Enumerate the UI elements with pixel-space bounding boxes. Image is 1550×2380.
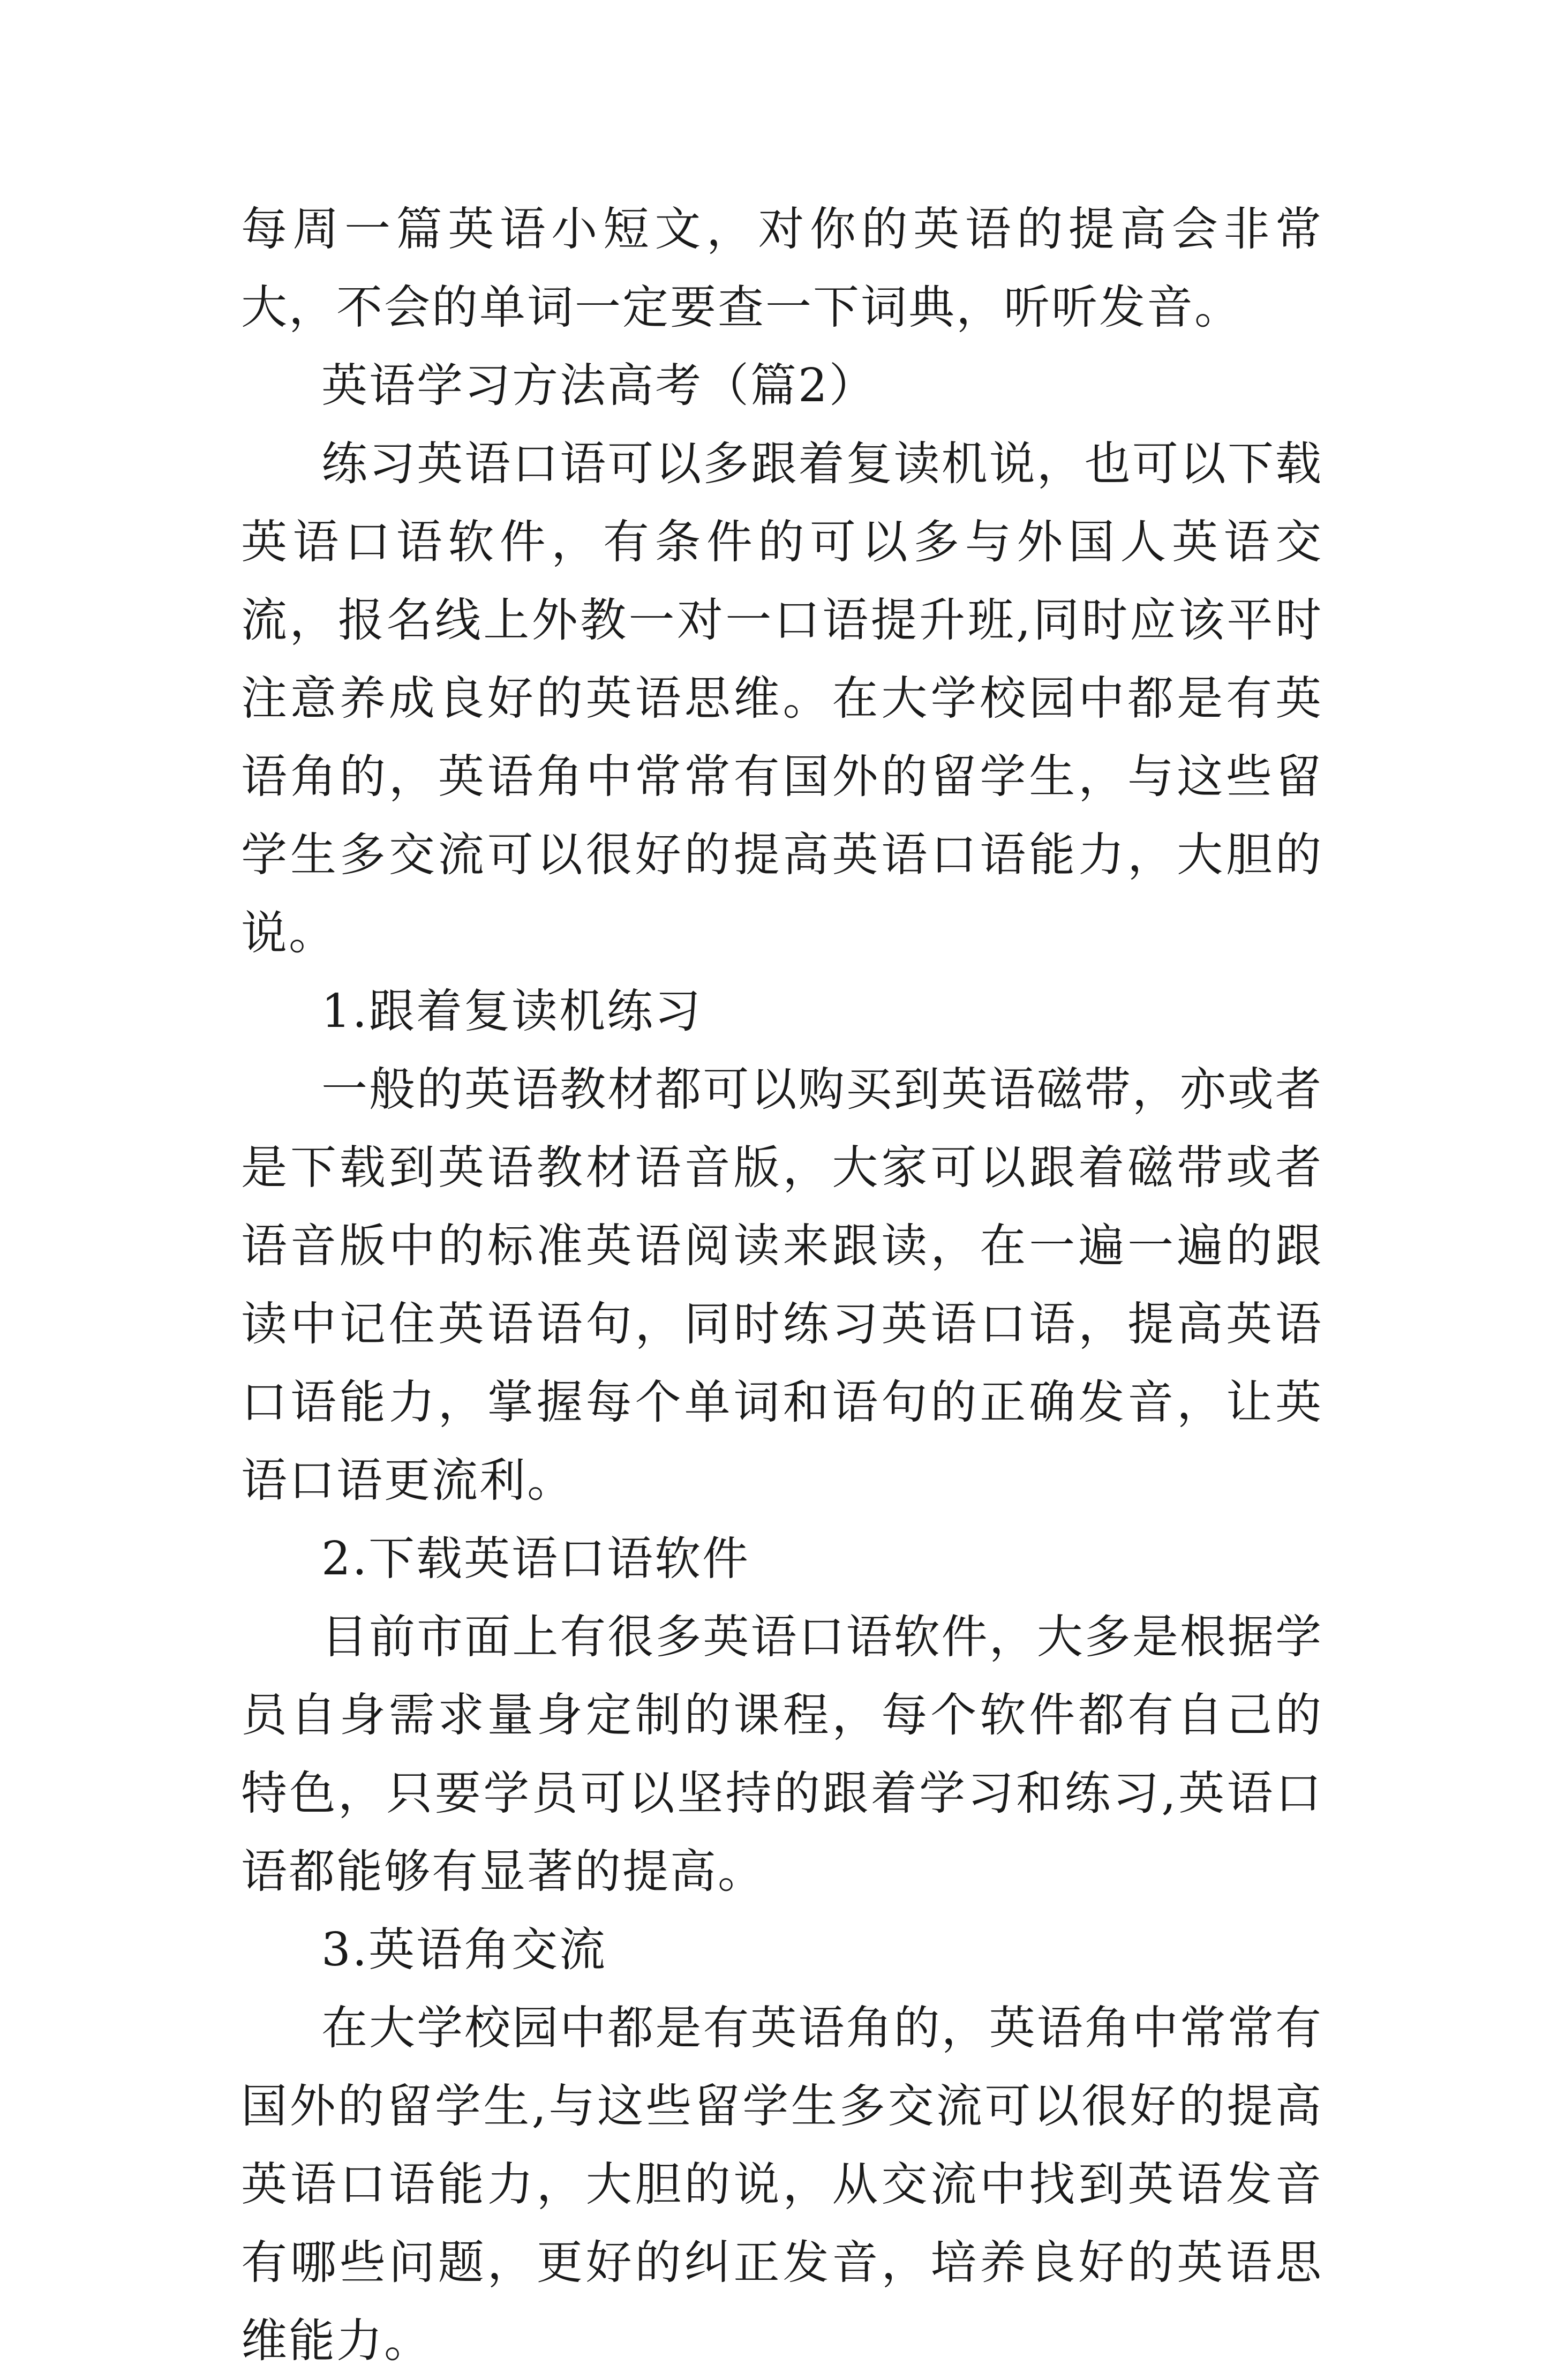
paragraph-5: 在大学校园中都是有英语角的，英语角中常常有国外的留学生,与这些留学生多交流可以很好的提高英语口语能力，大胆的说，从交流中找到英语发音有哪些问题，更好的纠正发音，培养良好的英语思维能力。 — [241, 2001, 1323, 2368]
section-heading-2: 英语学习方法高考（篇2） — [321, 359, 877, 412]
paragraph-4: 目前市面上有很多英语口语软件，大多是根据学员自身需求量身定制的课程，每个软件都有自己的特色，只要学员可以坚持的跟着学习和练习,英语口语都能够有显著的提高。 — [241, 1610, 1323, 1898]
paragraph-2: 练习英语口语可以多跟着复读机说，也可以下载英语口语软件，有条件的可以多与外国人英语交流，报名线上外教一对一口语提升班,同时应该平时注意养成良好的英语思维。在大学校园中都是有英语角的，英语角中常常有国外的留学生，与这些留学生多交流可以很好的提高英语口语能力，大胆的说。 — [241, 437, 1323, 960]
subheading-2: 2.下载英语口语软件 — [321, 1532, 750, 1586]
document-body — [241, 190, 1323, 2380]
subheading-1: 1.跟着复读机练习 — [321, 985, 703, 1038]
paragraph-3: 一般的英语教材都可以购买到英语磁带，亦或者是下载到英语教材语音版，大家可以跟着磁带或者语音版中的标准英语阅读来跟读，在一遍一遍的跟读中记住英语语句，同时练习英语口语，提高英语口语能力，掌握每个单词和语句的正确发音，让英语口语更流利。 — [241, 1063, 1323, 1507]
paragraph-1: 每周一篇英语小短文，对你的英语的提高会非常大，不会的单词一定要查一下词典，听听发音。 — [241, 202, 1323, 334]
subheading-3: 3.英语角交流 — [321, 1923, 607, 1977]
